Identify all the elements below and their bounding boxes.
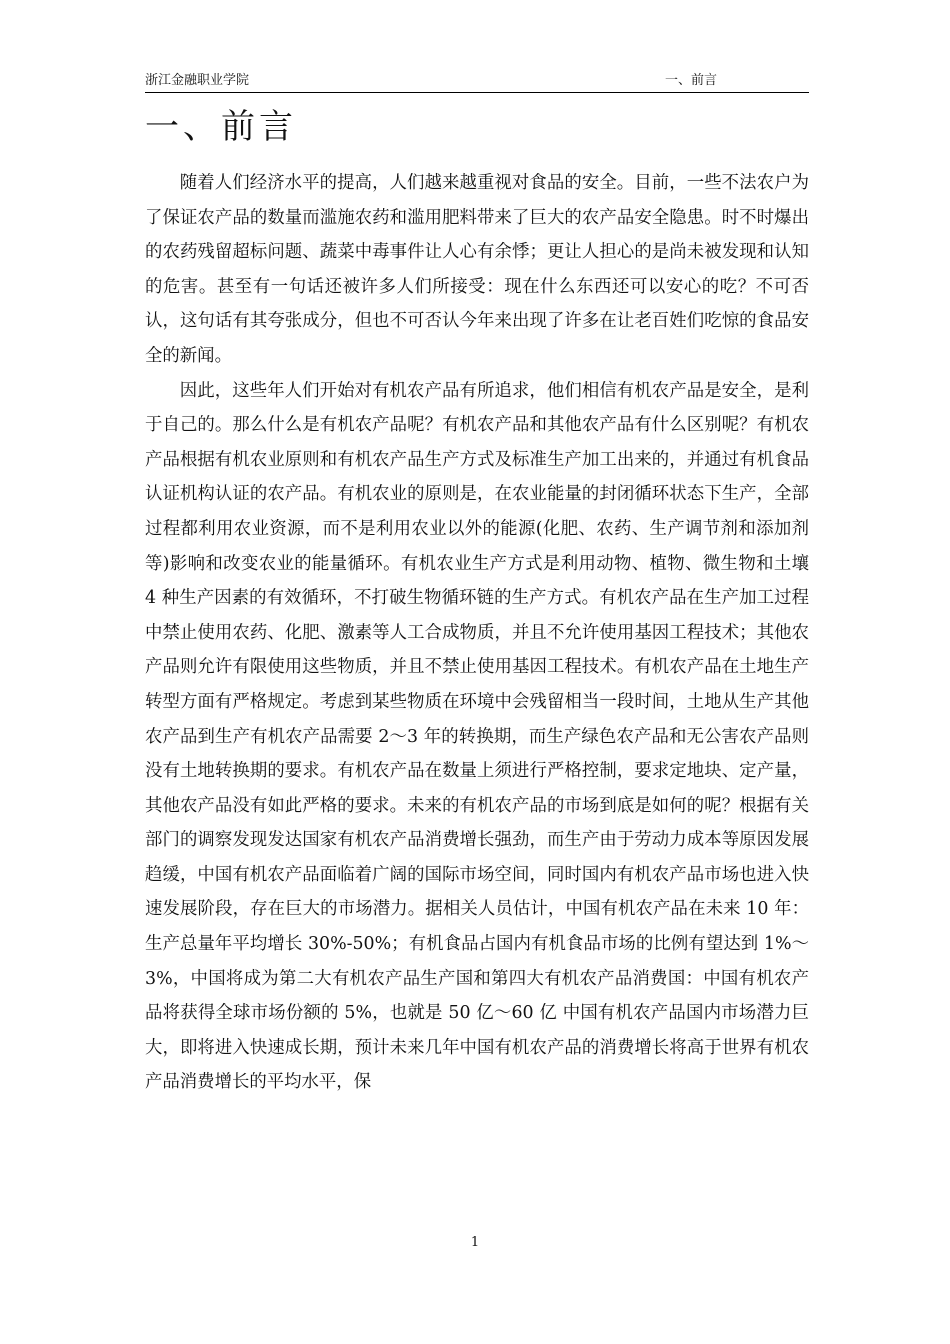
chapter-title: 一、前言 (145, 107, 297, 147)
header-institution: 浙江金融职业学院 (145, 73, 250, 88)
paragraph-1: 随着人们经济水平的提高，人们越来越重视对食品的安全。目前，一些不法农户为了保证农产品的数量而滥施农药和滥用肥料带来了巨大的农产品安全隐患。时不时爆出的农药残留超标问题、蔬菜中毒事件让人心有余悸；更让人担心的是尚未被发现和认知的危害。甚至有一句话还被许多人们所接受：现在什么东西还可以安心的吃？不可否认，这句话有其夸张成分，但也不可否认今年来出现了许多在让老百姓们吃惊的食品安全的新闻。 (145, 173, 809, 366)
body-text (145, 166, 809, 1100)
header-chapter: 一、前言 (664, 73, 717, 88)
paragraph-2: 因此，这些年人们开始对有机农产品有所追求，他们相信有机农产品是安全，是利于自己的。那么什么是有机农产品呢？有机农产品和其他农产品有什么区别呢？有机农产品根据有机农业原则和有机农产品生产方式及标准生产加工出来的，并通过有机食品认证机构认证的农产品。有机农业的原则是，在农业能量的封闭循环状态下生产，全部过程都利用农业资源，而不是利用农业以外的能源(化肥、农药、生产调节剂和添加剂等)影响和改变农业的能量循环。有机农业生产方式是利用动物、植物、微生物和土壤 4 种生产因素的有效循环，不打破生物循环链的生产方式。有机农产品在生产加工过程中禁止使用农药、化肥、激素等人工合成物质，并且不允许使用基因工程技术；其他农产品则允许有限使用这些物质，并且不禁止使用基因工程技术。有机农产品在土地生产转型方面有严格规定。考虑到某些物质在环境中会残留相当一段时间，土地从生产其他农产品到生产有机农产品需要 2～3 年的转换期，而生产绿色农产品和无公害农产品则没有土地转换期的要求。有机农产品在数量上须进行严格控制，要求定地块、定产量，其他农产品没有如此严格的要求。未来的有机农产品的市场到底是如何的呢？根据有关部门的调察发现发达国家有机农产品消费增长强劲，而生产由于劳动力成本等原因发展趋缓，中国有机农产品面临着广阔的国际市场空间，同时国内有机农产品市场也进入快速发展阶段，存在巨大的市场潜力。据相关人员估计，中国有机农产品在未来 10 年：生产总量年平均增长 30%-50%；有机食品占国内有机食品市场的比例有望达到 1%～3%，中国将成为第二大有机农产品生产国和第四大有机农产品消费国：中国有机农产品将获得全球市场份额的 5%，也就是 50 亿～60 亿 中国有机农产品国内市场潜力巨大，即将进入快速成长期，预计未来几年中国有机农产品的消费增长将高于世界有机农产品消费增长的平均水平，保 (145, 380, 809, 1093)
page-number: 1 (470, 1235, 480, 1250)
page-header (145, 72, 809, 93)
